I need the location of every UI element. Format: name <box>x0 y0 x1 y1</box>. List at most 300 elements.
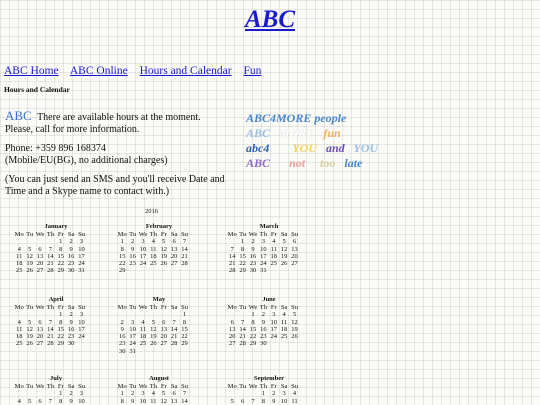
week-row <box>227 311 300 318</box>
day-cell: 8 <box>59 318 63 326</box>
day-cell: 26 <box>280 260 288 268</box>
weekday-label: Fr <box>160 231 167 238</box>
day-cell: 13 <box>36 252 44 260</box>
promo-row-1: ABC4MORE people <box>246 111 347 125</box>
day-cell: 1 <box>59 238 63 246</box>
day-cell <box>227 311 237 318</box>
day-cell: 12 <box>26 325 33 333</box>
day-cell: 23 <box>129 260 136 268</box>
weekday-label: Mo <box>14 231 24 238</box>
month-name: January <box>44 223 68 230</box>
weekday-label: Su <box>291 383 298 390</box>
week-row <box>14 253 87 260</box>
day-cell: 22 <box>239 260 246 268</box>
promo-word: fun <box>323 126 341 140</box>
day-cell: 7 <box>48 397 52 405</box>
promo-slogans <box>246 111 384 171</box>
weekday-label: Sa <box>170 231 178 238</box>
day-cell: 6 <box>38 318 42 326</box>
day-cell: 21 <box>228 260 236 268</box>
day-cell: 2 <box>272 390 276 398</box>
day-cell: 11 <box>281 318 288 326</box>
day-cell: 6 <box>162 318 166 326</box>
day-cell: 20 <box>160 333 167 341</box>
day-cell <box>289 267 299 274</box>
day-cell: 8 <box>120 397 124 405</box>
day-cell: 16 <box>118 333 126 341</box>
day-cell <box>159 348 169 355</box>
day-cell <box>159 267 169 274</box>
day-cell <box>237 390 247 397</box>
weekday-label: Th <box>259 383 267 390</box>
day-cell: 26 <box>150 340 157 348</box>
day-cell <box>148 311 158 318</box>
day-cell: 1 <box>251 311 255 319</box>
weekday-label: We <box>138 383 148 390</box>
month-july <box>14 374 98 405</box>
day-cell: 29 <box>57 340 64 348</box>
day-cell: 13 <box>170 397 178 405</box>
week-row <box>117 311 190 318</box>
day-cell: 7 <box>182 390 187 398</box>
weekday-header-row <box>227 231 300 238</box>
day-cell: 18 <box>139 333 147 341</box>
weekday-label: Sa <box>67 304 75 311</box>
day-cell: 15 <box>239 252 246 260</box>
day-cell: 9 <box>130 397 135 405</box>
weekday-label: We <box>248 383 258 390</box>
month-grid <box>14 231 87 275</box>
day-cell: 15 <box>249 325 257 333</box>
sms-note: (You can just send an SMS and you'll receive Date and Time and a Skype name to contact with.) <box>5 174 225 197</box>
day-cell: 30 <box>118 347 126 355</box>
nav-link-fun[interactable]: Fun <box>243 65 262 77</box>
day-cell: 17 <box>78 325 85 333</box>
day-cell: 12 <box>150 325 157 333</box>
weekday-label: Fr <box>57 383 64 390</box>
day-cell: 29 <box>118 267 126 275</box>
week-row <box>227 253 300 260</box>
promo-word: YOU <box>292 141 317 155</box>
day-cell: 8 <box>251 318 255 326</box>
brand-name: ABC <box>5 108 32 123</box>
day-cell: 2 <box>69 390 73 398</box>
week-row <box>117 253 190 260</box>
day-cell: 14 <box>239 325 246 333</box>
day-cell <box>248 390 258 397</box>
promo-word: ABC <box>246 126 271 140</box>
day-cell: 13 <box>170 245 178 253</box>
month-september <box>227 374 311 405</box>
week-row <box>14 311 87 318</box>
weekday-label: Fr <box>270 304 277 311</box>
day-cell: 24 <box>139 260 147 268</box>
day-cell: 10 <box>78 318 85 326</box>
weekday-header-row <box>117 304 190 311</box>
day-cell: 28 <box>239 340 246 348</box>
day-cell: 9 <box>251 245 255 253</box>
week-row <box>14 238 87 245</box>
weekday-label: Mo <box>14 383 24 390</box>
week-row <box>14 267 87 274</box>
day-cell: 8 <box>182 318 187 326</box>
week-row <box>227 246 300 253</box>
day-cell: 4 <box>17 318 21 326</box>
day-cell <box>289 340 299 347</box>
day-cell <box>24 311 34 318</box>
day-cell: 13 <box>228 325 236 333</box>
day-cell: 5 <box>230 397 234 405</box>
weekday-label: Su <box>78 231 85 238</box>
week-row <box>14 340 87 347</box>
weekday-header-row <box>14 231 87 238</box>
day-cell: 4 <box>272 238 276 246</box>
day-cell: 16 <box>260 325 267 333</box>
day-cell: 25 <box>280 333 288 341</box>
day-cell: 27 <box>291 260 298 268</box>
weekday-label: Sa <box>280 231 288 238</box>
day-cell: 15 <box>57 252 64 260</box>
day-cell: 28 <box>47 340 54 348</box>
day-cell: 5 <box>27 318 32 326</box>
promo-word: YOU <box>353 141 379 155</box>
day-cell: 17 <box>78 252 85 260</box>
weekday-header-row <box>227 304 300 311</box>
day-cell: 3 <box>79 390 84 398</box>
month-april <box>14 295 98 348</box>
weekday-label: Sa <box>280 304 288 311</box>
month-grid <box>14 383 87 405</box>
month-name: September <box>254 375 284 382</box>
day-cell: 27 <box>160 340 167 348</box>
availability-line: There are available hours at the moment. <box>37 112 201 123</box>
day-cell: 10 <box>139 397 147 405</box>
day-cell: 9 <box>120 325 124 333</box>
day-cell: 6 <box>292 238 297 246</box>
day-cell: 15 <box>118 252 126 260</box>
day-cell: 30 <box>67 267 75 275</box>
promo-word: late <box>344 156 363 170</box>
weekday-header-row <box>227 383 300 390</box>
promo-row-4 <box>246 156 384 171</box>
month-name: August <box>149 375 169 382</box>
month-name: July <box>50 375 62 382</box>
day-cell: 23 <box>249 260 257 268</box>
promo-word: and <box>326 141 345 155</box>
day-cell: 22 <box>181 333 188 341</box>
day-cell: 5 <box>27 245 32 253</box>
day-cell: 25 <box>150 260 157 268</box>
day-cell: 9 <box>69 397 73 405</box>
day-cell: 1 <box>59 311 63 319</box>
day-cell <box>169 348 179 355</box>
week-row <box>117 246 190 253</box>
day-cell: 10 <box>129 325 136 333</box>
week-row <box>227 319 300 326</box>
day-cell: 10 <box>260 245 267 253</box>
day-cell <box>148 348 158 355</box>
weekday-header-row <box>117 231 190 238</box>
day-cell: 22 <box>118 260 126 268</box>
day-cell <box>269 267 279 274</box>
day-cell: 3 <box>282 390 286 398</box>
day-cell <box>227 390 237 397</box>
day-cell: 16 <box>67 325 75 333</box>
day-cell: 10 <box>280 397 288 405</box>
phone-note: (Mobile/EU(BG), no additional charges) <box>5 154 168 166</box>
weekday-label: Mo <box>117 383 127 390</box>
day-cell <box>169 267 179 274</box>
day-cell: 24 <box>129 340 136 348</box>
day-cell: 31 <box>129 347 136 355</box>
call-line: Please, call for more information. <box>5 123 140 135</box>
day-cell: 7 <box>182 238 187 246</box>
day-cell: 1 <box>120 390 124 398</box>
day-cell: 30 <box>249 267 257 275</box>
day-cell: 27 <box>36 267 44 275</box>
day-cell: 21 <box>181 252 188 260</box>
weekday-header-row <box>14 383 87 390</box>
day-cell: 9 <box>272 397 276 405</box>
day-cell <box>35 390 45 397</box>
weekday-label: Tu <box>239 304 247 311</box>
day-cell <box>117 311 127 318</box>
day-cell: 13 <box>160 325 167 333</box>
day-cell: 16 <box>67 252 75 260</box>
day-cell: 20 <box>36 333 44 341</box>
site-title[interactable]: ABC <box>244 6 296 33</box>
day-cell: 28 <box>170 340 178 348</box>
month-january <box>14 222 98 275</box>
week-row <box>227 390 300 397</box>
day-cell <box>24 390 34 397</box>
month-grid <box>227 231 300 275</box>
day-cell <box>138 348 148 355</box>
day-cell: 26 <box>26 340 33 348</box>
day-cell: 2 <box>130 238 135 246</box>
week-row <box>14 390 87 397</box>
day-cell: 23 <box>67 333 75 341</box>
week-row <box>117 340 190 347</box>
day-cell: 18 <box>270 252 277 260</box>
day-cell: 7 <box>172 318 176 326</box>
day-cell <box>269 340 279 347</box>
day-cell <box>279 340 289 347</box>
weekday-label: Th <box>149 304 157 311</box>
day-cell: 20 <box>228 333 236 341</box>
day-cell: 18 <box>15 260 23 268</box>
weekday-label: Sa <box>170 383 178 390</box>
day-cell: 11 <box>16 252 23 260</box>
day-cell: 15 <box>57 325 64 333</box>
day-cell: 3 <box>141 390 145 398</box>
day-cell: 27 <box>170 260 178 268</box>
week-row <box>14 398 87 405</box>
day-cell: 10 <box>78 245 85 253</box>
week-row <box>117 326 190 333</box>
week-row <box>14 326 87 333</box>
day-cell: 18 <box>280 325 288 333</box>
day-cell: 21 <box>239 333 246 341</box>
weekday-label: Mo <box>227 231 237 238</box>
day-cell: 14 <box>181 245 188 253</box>
week-row <box>117 390 190 397</box>
day-cell: 5 <box>162 238 166 246</box>
day-cell: 29 <box>181 340 188 348</box>
day-cell: 9 <box>130 245 135 253</box>
availability-info <box>5 110 241 205</box>
day-cell: 24 <box>78 333 85 341</box>
month-grid <box>117 231 190 275</box>
day-cell: 17 <box>270 325 277 333</box>
day-cell: 8 <box>59 245 63 253</box>
day-cell: 1 <box>182 311 187 319</box>
day-cell: 8 <box>59 397 63 405</box>
day-cell <box>14 390 24 397</box>
day-cell: 11 <box>150 245 157 253</box>
day-cell: 4 <box>151 390 155 398</box>
week-row <box>117 333 190 340</box>
day-cell: 19 <box>160 252 167 260</box>
weekday-label: Sa <box>67 231 75 238</box>
day-cell <box>169 311 179 318</box>
weekday-label: Tu <box>239 383 247 390</box>
weekday-label: We <box>35 231 45 238</box>
nav-link-abc-home[interactable]: ABC Home <box>4 65 59 77</box>
week-row <box>117 348 190 355</box>
month-march <box>227 222 311 275</box>
day-cell <box>127 267 137 274</box>
weekday-label: Fr <box>57 231 64 238</box>
day-cell: 2 <box>130 390 135 398</box>
day-cell <box>138 267 148 274</box>
day-cell: 14 <box>170 325 178 333</box>
weekday-label: Su <box>291 231 298 238</box>
day-cell: 1 <box>240 238 245 246</box>
day-cell: 29 <box>239 267 246 275</box>
day-cell: 4 <box>282 311 286 319</box>
day-cell: 12 <box>280 245 288 253</box>
weekday-label: Fr <box>57 304 64 311</box>
month-grid <box>227 383 300 405</box>
day-cell: 23 <box>67 260 75 268</box>
day-cell: 17 <box>129 333 136 341</box>
week-row <box>117 267 190 274</box>
week-row <box>227 267 300 274</box>
month-june <box>227 295 311 348</box>
day-cell: 3 <box>79 238 84 246</box>
weekday-label: We <box>138 304 148 311</box>
calendar-year: 2016 <box>145 208 158 215</box>
day-cell <box>14 311 24 318</box>
weekday-label: We <box>35 304 45 311</box>
day-cell: 27 <box>36 340 44 348</box>
day-cell <box>148 267 158 274</box>
day-cell: 27 <box>228 340 236 348</box>
day-cell <box>127 311 137 318</box>
day-cell: 4 <box>17 245 21 253</box>
month-may <box>117 295 201 355</box>
day-cell: 23 <box>118 340 126 348</box>
day-cell: 3 <box>272 311 276 319</box>
week-row <box>14 319 87 326</box>
day-cell: 13 <box>291 245 298 253</box>
weekday-label: We <box>248 231 258 238</box>
week-row <box>227 238 300 245</box>
day-cell: 6 <box>38 397 42 405</box>
weekday-label: Tu <box>129 304 137 311</box>
day-cell: 3 <box>130 318 135 326</box>
weekday-label: Tu <box>129 383 137 390</box>
weekday-label: Th <box>46 383 54 390</box>
day-cell: 25 <box>15 340 23 348</box>
day-cell: 10 <box>78 397 85 405</box>
day-cell: 19 <box>280 252 288 260</box>
day-cell <box>45 390 55 397</box>
day-cell: 1 <box>261 390 265 398</box>
day-cell: 3 <box>79 311 84 319</box>
day-cell <box>179 267 189 274</box>
day-cell: 7 <box>251 397 255 405</box>
day-cell: 22 <box>249 333 257 341</box>
weekday-label: Th <box>259 304 267 311</box>
weekday-label: Mo <box>14 304 24 311</box>
weekday-label: Fr <box>270 383 277 390</box>
weekday-label: Tu <box>129 231 137 238</box>
weekday-label: Th <box>149 383 157 390</box>
day-cell: 10 <box>139 245 147 253</box>
day-cell: 20 <box>36 260 44 268</box>
day-cell: 19 <box>291 325 298 333</box>
week-row <box>227 333 300 340</box>
weekday-label: Fr <box>160 304 167 311</box>
week-row <box>14 246 87 253</box>
day-cell: 4 <box>141 318 145 326</box>
nav-link-abc-online[interactable]: ABC Online <box>69 65 128 77</box>
week-row <box>227 260 300 267</box>
day-cell: 14 <box>228 252 236 260</box>
day-cell: 24 <box>270 333 277 341</box>
weekday-label: Sa <box>280 383 288 390</box>
weekday-label: Su <box>291 304 298 311</box>
week-row <box>117 238 190 245</box>
weekday-label: We <box>248 304 258 311</box>
day-cell: 3 <box>261 238 265 246</box>
day-cell: 28 <box>47 267 54 275</box>
day-cell: 14 <box>47 252 54 260</box>
day-cell: 4 <box>151 238 155 246</box>
day-cell: 6 <box>172 238 176 246</box>
month-february <box>117 222 201 275</box>
weekday-label: Mo <box>227 304 237 311</box>
phone-number: Phone: +359 896 168374 <box>5 143 106 154</box>
day-cell: 11 <box>16 325 23 333</box>
day-cell: 31 <box>260 267 267 275</box>
weekday-label: Su <box>78 383 85 390</box>
day-cell: 26 <box>291 333 298 341</box>
nav-link-hours-and-calendar[interactable]: Hours and Calendar <box>139 65 232 77</box>
day-cell: 3 <box>141 238 145 246</box>
day-cell: 13 <box>36 325 44 333</box>
day-cell: 4 <box>17 397 21 405</box>
day-cell <box>45 311 55 318</box>
day-cell: 5 <box>162 390 166 398</box>
weekday-label: Su <box>181 231 188 238</box>
day-cell: 7 <box>48 318 52 326</box>
day-cell: 6 <box>240 397 245 405</box>
month-name: June <box>262 296 276 303</box>
day-cell: 10 <box>270 318 277 326</box>
